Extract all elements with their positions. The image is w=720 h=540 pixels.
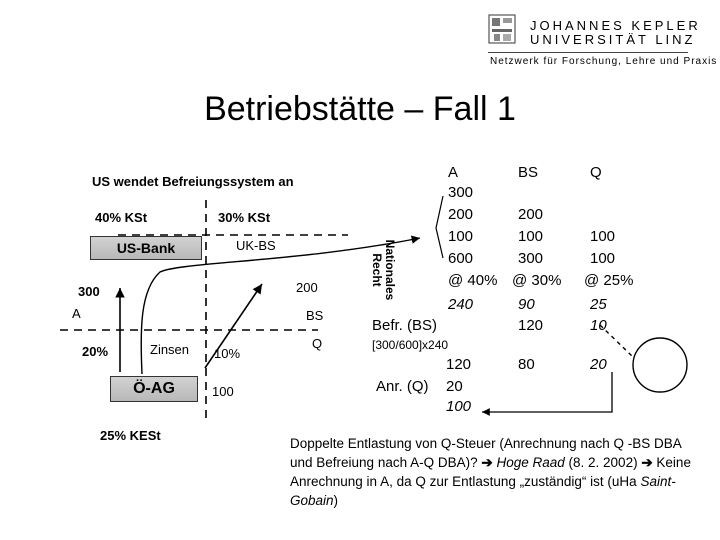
national-law-label bbox=[370, 190, 450, 301]
header-a: A bbox=[448, 164, 459, 181]
bs-value: 200 bbox=[296, 280, 318, 295]
a-value: 300 bbox=[78, 284, 100, 299]
tax-a: 240 bbox=[448, 296, 474, 313]
q-label: Q bbox=[312, 336, 323, 351]
highlight-circle bbox=[633, 338, 687, 392]
q-row-2: 100 bbox=[590, 250, 616, 267]
a-row-5: @ 40% bbox=[448, 272, 498, 289]
a-label: A bbox=[72, 306, 81, 321]
formula: [300/600]x240 bbox=[372, 338, 449, 352]
logo-tagline: Netzwerk für Forschung, Lehre und Praxis bbox=[490, 56, 718, 67]
pct-10: 10% bbox=[214, 346, 241, 361]
q-row-1: 100 bbox=[590, 228, 616, 245]
uk-bs-label: UK-BS bbox=[236, 238, 276, 253]
value-100: 100 bbox=[212, 384, 234, 399]
note-part-5: Saint-Gobain bbox=[290, 474, 676, 508]
oe-ag-box bbox=[110, 376, 198, 402]
final-a: 100 bbox=[446, 398, 472, 415]
note-part-4: Keine Anrechnung in A, da Q zur Entlastung „zuständig“ ist (uHa bbox=[290, 455, 691, 489]
tax-bs: 90 bbox=[518, 296, 535, 313]
note-part-6: ) bbox=[333, 493, 339, 508]
tax-q: 25 bbox=[590, 296, 607, 313]
bs-label: BS bbox=[306, 308, 324, 323]
befr-q: 10 bbox=[590, 317, 607, 334]
a-row-3: 100 bbox=[448, 228, 474, 245]
header-q: Q bbox=[590, 164, 602, 181]
oe-ag-label: Ö-AG bbox=[133, 380, 175, 397]
note-part-3: (8. 2. 2002) bbox=[568, 455, 638, 470]
anr-value: 20 bbox=[446, 378, 463, 395]
befr-label: Befr. (BS) bbox=[372, 317, 438, 334]
note-part-1: Doppelte Entlastung von Q-Steuer (Anrechnung nach Q -BS DBA und Befreiung nach A-Q DBA)? bbox=[290, 436, 681, 470]
header-bs: BS bbox=[518, 164, 539, 181]
a-row-1: 300 bbox=[448, 184, 474, 201]
right-arrow-icon: ➔ bbox=[641, 455, 653, 470]
zinsen-label: Zinsen bbox=[150, 342, 190, 357]
uk-kst-rate: 30% KSt bbox=[218, 210, 271, 225]
us-kst-rate: 40% KSt bbox=[95, 210, 148, 225]
bs-row-1: 200 bbox=[518, 206, 544, 223]
a-row-2: 200 bbox=[448, 206, 474, 223]
national-line-1: Nationales bbox=[383, 239, 397, 301]
us-bank-box bbox=[90, 236, 202, 260]
q-row-3: @ 25% bbox=[584, 272, 634, 289]
befr-bs: 120 bbox=[518, 317, 544, 334]
note-part-2: Hoge Raad bbox=[496, 455, 565, 470]
anr-top: 120 bbox=[446, 356, 472, 373]
a-row-4: 600 bbox=[448, 250, 474, 267]
us-bank-label: US-Bank bbox=[116, 240, 176, 256]
diagram-heading: US wendet Befreiungssystem an bbox=[92, 174, 294, 189]
national-line-2: Recht bbox=[370, 253, 384, 287]
kest-rate: 25% KESt bbox=[100, 428, 161, 443]
bs-row-3: 300 bbox=[518, 250, 544, 267]
bs-row-4: @ 30% bbox=[512, 272, 562, 289]
explanatory-note bbox=[290, 434, 700, 510]
anr-q: 20 bbox=[590, 356, 607, 373]
logo-line-2: UNIVERSITÄT LINZ bbox=[530, 32, 696, 47]
anr-label: Anr. (Q) bbox=[376, 378, 429, 395]
slide-title: Betriebstätte – Fall 1 bbox=[204, 90, 516, 128]
logo-line-1: JOHANNES KEPLER bbox=[530, 18, 701, 33]
bs-row-2: 100 bbox=[518, 228, 544, 245]
anr-bs: 80 bbox=[518, 356, 535, 373]
right-arrow-icon: ➔ bbox=[481, 455, 493, 470]
pct-20: 20% bbox=[82, 344, 109, 359]
return-arrow bbox=[482, 372, 612, 412]
